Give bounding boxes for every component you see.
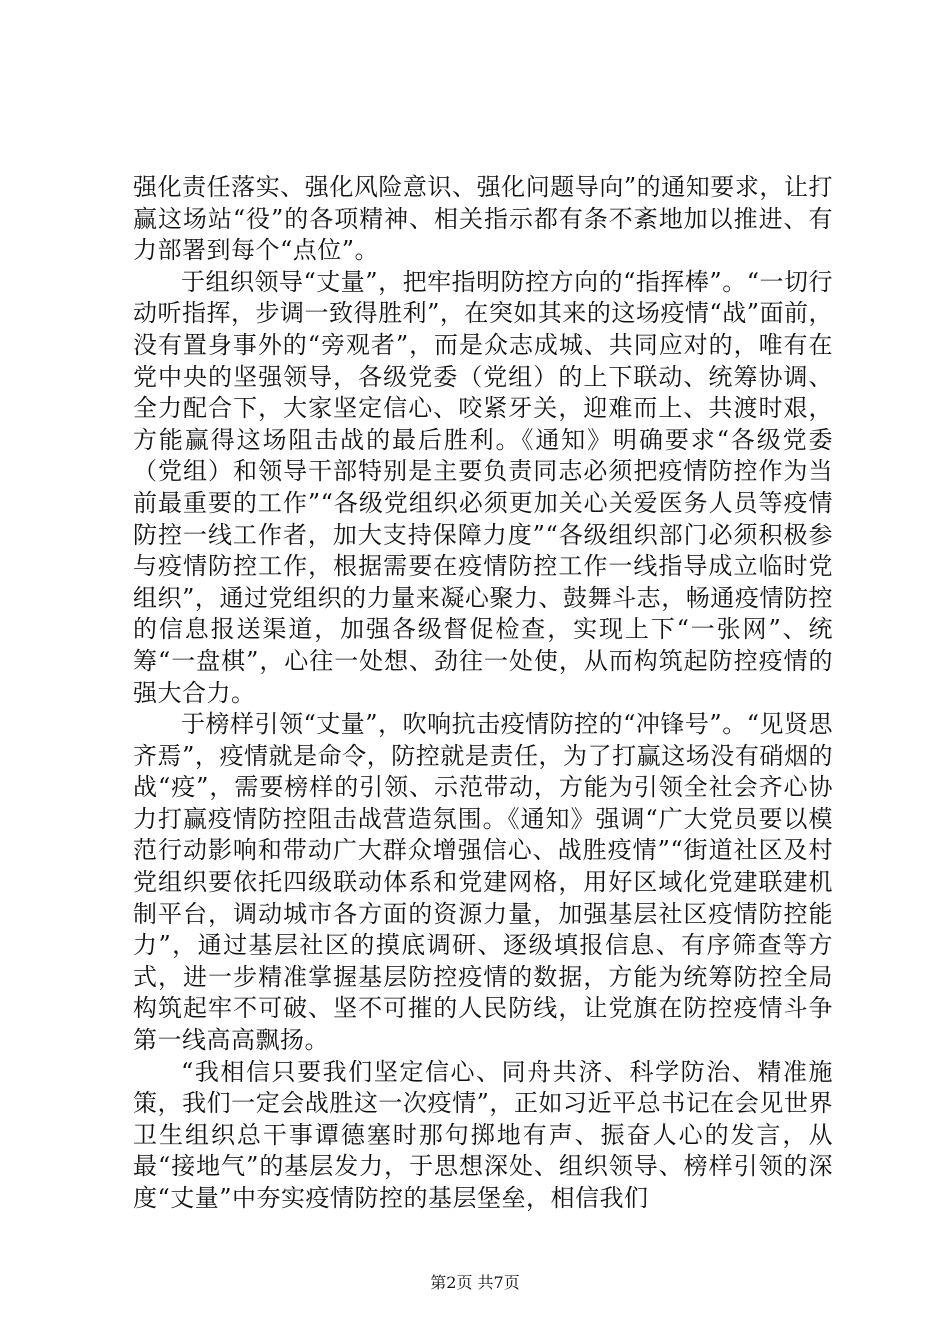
paragraph-conclusion: “我相信只要我们坚定信心、同舟共济、科学防治、精准施策，我们一定会战胜这一次疫情”，正如习近平总书记在会见世界卫生组织总干事谭德塞时那句掷地有声、振奋人心的发言，从最“接地气”的基层发力，于思想深处、组织领导、榜样引领的深度“丈量”中夯实疫情防控的基层堡垒，相信我们 (133, 1057, 833, 1212)
paragraph-role-model: 于榜样引领“丈量”，吹响抗击疫情防控的“冲锋号”。“见贤思齐焉”，疫情就是命令，防控就是责任，为了打赢这场没有硝烟的战“疫”，需要榜样的引领、示范带动，方能为引领全社会齐心协力打赢疫情防控阻击战营造氛围。《通知》强调“广大党员要以模范行动影响和带动广大群众增强信心、战胜疫情”“街道社区及村党组织要依托四级联动体系和党建网格，用好区域化党建联建机制平台，调动城市各方面的资源力量，加强基层社区疫情防控能力”，通过基层社区的摸底调研、逐级填报信息、有序筛查等方式，进一步精准掌握基层防控疫情的数据，方能为统筹防控全局构筑起牢不可破、坚不可摧的人民防线，让党旗在防控疫情斗争第一线高高飘扬。 (133, 710, 833, 1055)
document-body (133, 172, 833, 1215)
paragraph-continuation: 强化责任落实、强化风险意识、强化问题导向”的通知要求，让打赢这场站“役”的各项精神、相关指示都有条不紊地加以推进、有力部署到每个“点位”。 (133, 173, 833, 265)
paragraph-organization-leadership: 于组织领导“丈量”，把牢指明防控方向的“指挥棒”。“一切行动听指挥，步调一致得胜利”，在突如其来的这场疫情“战”面前，没有置身事外的“旁观者”，而是众志成城、共同应对的，唯有在党中央的坚强领导，各级党委（党组）的上下联动、统筹协调、全力配合下，大家坚定信心、咬紧牙关，迎难而上、共渡时艰，方能赢得这场阻击战的最后胜利。《通知》明确要求“各级党委（党组）和领导干部特别是主要负责同志必须把疫情防控作为当前最重要的工作”“各级党组织必须更加关心关爱医务人员等疫情防控一线工作者，加大支持保障力度”“各级组织部门必须积极参与疫情防控工作，根据需要在疫情防控工作一线指导成立临时党组织”，通过党组织的力量来凝心聚力、鼓舞斗志，畅通疫情防控的信息报送渠道，加强各级督促检查，实现上下“一张网”、统筹“一盘棋”，心往一处想、劲往一处使，从而构筑起防控疫情的强大合力。 (133, 267, 833, 707)
page-number-footer: 第2页 共7页 (430, 1273, 520, 1292)
